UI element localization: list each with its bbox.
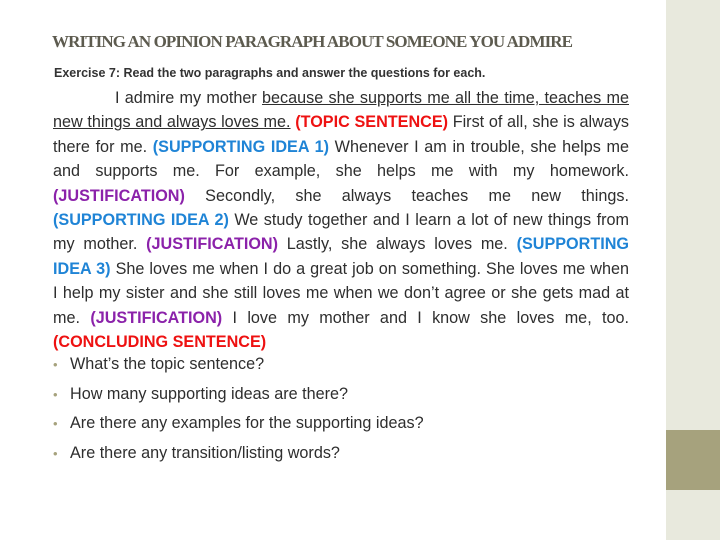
side-bar-accent-block [666, 430, 720, 490]
question-list [52, 354, 632, 472]
exercise-instruction: Exercise 7: Read the two paragraphs and answer the questions for each. [54, 66, 486, 80]
question-text: How many supporting ideas are there? [70, 384, 349, 403]
label-concluding-sentence: (CONCLUDING SENTENCE) [53, 333, 267, 352]
sentence-7: She loves me when I do a great job on something. She loves me when I help my sister and she still loves me when we don’t agree or she gets mad at me. [53, 259, 629, 327]
sentence-8: I love my mother and I know she loves me, too. [222, 308, 630, 327]
sentence-1-plain: I admire my mother [115, 89, 263, 107]
label-supporting-idea-2: (SUPPORTING IDEA 2) [53, 211, 229, 230]
sentence-4: Secondly, she always teaches me new things. [184, 186, 629, 205]
decorative-side-bar [666, 0, 720, 540]
bullet-icon: • [53, 386, 58, 402]
question-item [52, 354, 632, 374]
sentence-3: Whenever I am in trouble, she helps me and supports me. For example, she helps me with my homework. [53, 137, 629, 181]
question-item [52, 413, 632, 433]
sentence-5: We study together and I learn a lot of new things from my mother. [53, 211, 629, 254]
label-supporting-idea-3: (SUPPORTING IDEA 3) [53, 235, 629, 278]
label-justification-2: (JUSTIFICATION) [146, 235, 278, 254]
question-text: What’s the topic sentence? [70, 355, 265, 373]
sentence-2: First of all, she is always there for me. [53, 113, 630, 156]
question-text: Are there any transition/listing words? [70, 443, 340, 462]
bullet-icon: • [53, 357, 58, 372]
question-text: Are there any examples for the supporting ideas? [70, 414, 424, 432]
topic-sentence-underlined: because she supports me all the time, teaches me new things and always loves me. [53, 89, 629, 132]
side-bar-bottom [666, 490, 720, 540]
bullet-icon: • [53, 445, 58, 461]
example-paragraph [53, 86, 629, 354]
sentence-6: Lastly, she always loves me. [278, 235, 517, 254]
label-justification-1: (JUSTIFICATION) [53, 186, 185, 205]
side-bar-top [666, 0, 720, 430]
question-item [52, 443, 632, 463]
slide-title: WRITING AN OPINION PARAGRAPH ABOUT SOMEONE YOU ADMIRE [52, 32, 573, 51]
label-supporting-idea-1: (SUPPORTING IDEA 1) [152, 137, 330, 156]
label-justification-3: (JUSTIFICATION) [90, 308, 223, 327]
question-item [52, 384, 632, 404]
bullet-icon: • [53, 416, 58, 431]
label-topic-sentence: (TOPIC SENTENCE) [295, 113, 449, 132]
